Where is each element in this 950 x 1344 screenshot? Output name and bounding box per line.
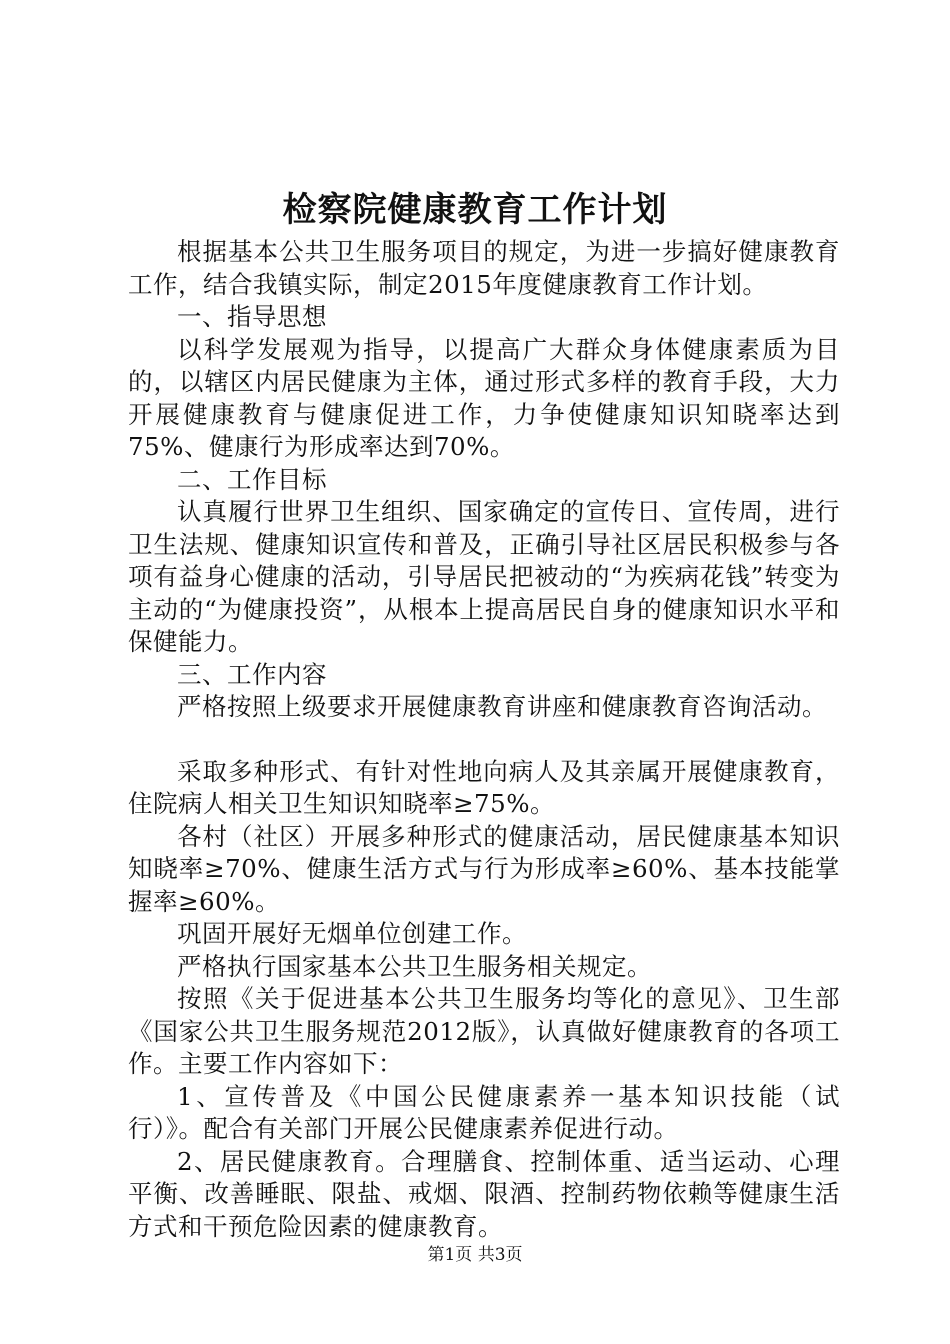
work-item-1: 1、宣传普及《中国公民健康素养一基本知识技能（试行）》。配合有关部门开展公民健康素养促进行动。 [128,1081,840,1143]
document-body [128,236,840,1243]
work-content-paragraph-smoke-free: 巩固开展好无烟单位创建工作。 [177,919,527,948]
work-item-2: 2、居民健康教育。合理膳食、控制体重、适当运动、心理平衡、改善睡眠、限盐、戒烟、限酒、控制药物依赖等健康生活方式和干预危险因素的健康教育。 [128,1146,840,1241]
work-goals-paragraph: 认真履行世界卫生组织、国家确定的宣传日、宣传周，进行卫生法规、健康知识宣传和普及，正确引导社区居民积极参与各项有益身心健康的活动，引导居民把被动的“为疾病花钱”转变为主动的“为健康投资”，从根本上提高居民自身的健康知识水平和保健能力。 [128,497,840,656]
document-title: 检察院健康教育工作计划 [282,190,668,230]
section-heading-work-content: 三、工作内容 [177,659,327,689]
work-content-paragraph-standards: 按照《关于促进基本公共卫生服务均等化的意见》、卫生部《国家公共卫生服务规范2012版》，认真做好健康教育的各项工作。主要工作内容如下： [128,984,840,1078]
work-content-paragraph-villages: 各村（社区）开展多种形式的健康活动，居民健康基本知识知晓率≥70%、健康生活方式与行为形成率≥60%、基本技能掌握率≥60%。 [128,821,840,916]
work-content-paragraph-patients: 采取多种形式、有针对性地向病人及其亲属开展健康教育，住院病人相关卫生知识知晓率≥75%。 [128,756,840,818]
page-footer: 第1页 共3页 [427,1245,523,1265]
section-heading-work-goals: 二、工作目标 [177,464,327,494]
work-content-paragraph-lectures: 严格按照上级要求开展健康教育讲座和健康教育咨询活动。 [177,692,827,721]
section-heading-guiding-ideology: 一、指导思想 [177,302,327,331]
work-content-paragraph-regulations: 严格执行国家基本公共卫生服务相关规定。 [177,951,652,981]
guiding-ideology-paragraph: 以科学发展观为指导，以提高广大群众身体健康素质为目的，以辖区内居民健康为主体，通过形式多样的教育手段，大力开展健康教育与健康促进工作，力争使健康知识知晓率达到75%、健康行为形成率达到70%。 [128,334,840,461]
intro-paragraph: 根据基本公共卫生服务项目的规定，为进一步搞好健康教育工作，结合我镇实际，制定2015年度健康教育工作计划。 [128,237,840,299]
